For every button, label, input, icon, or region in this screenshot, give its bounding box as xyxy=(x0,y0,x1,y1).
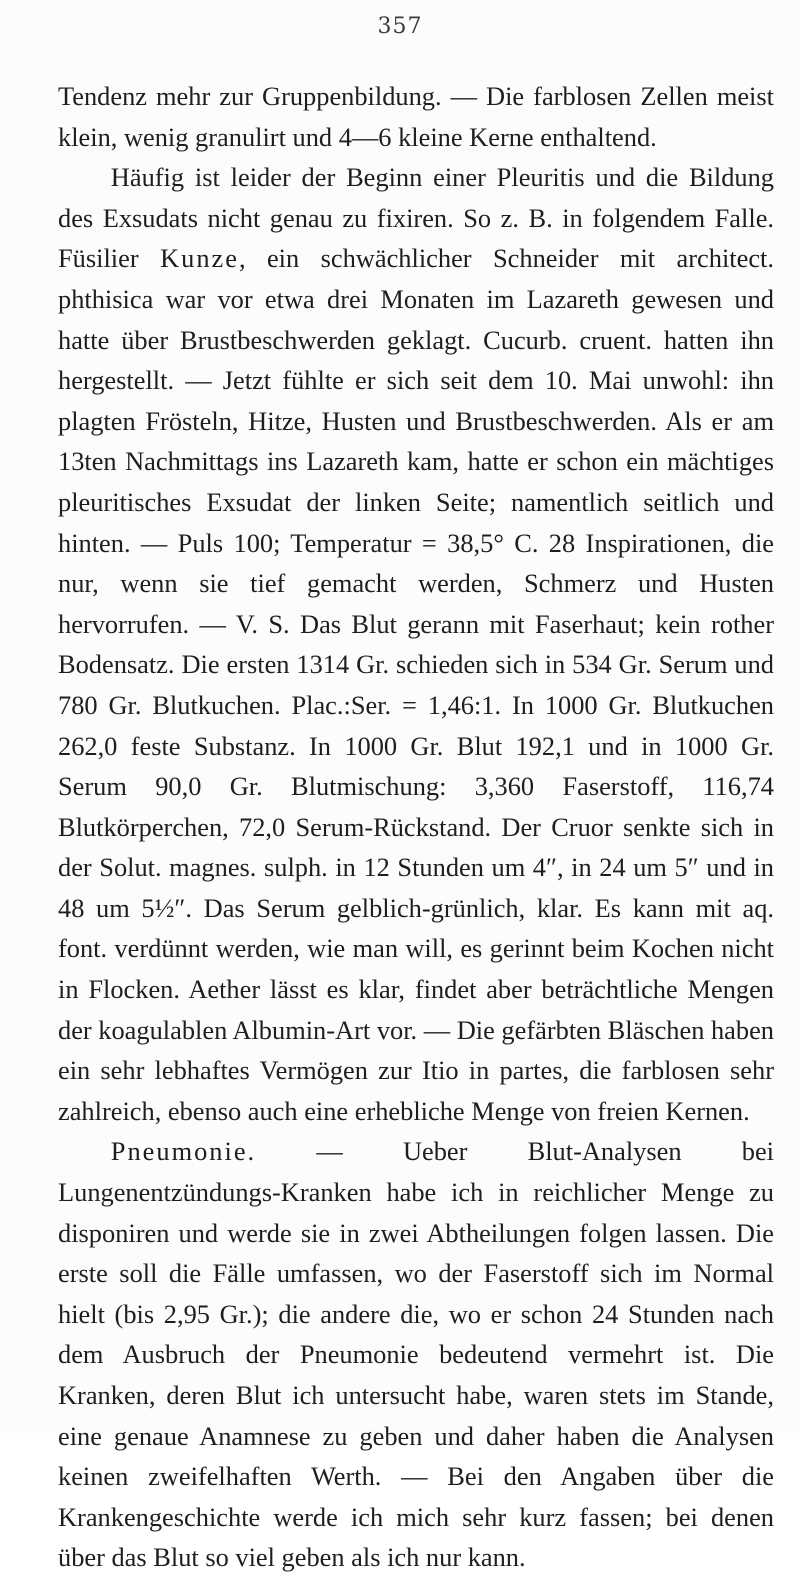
paragraph-1: Tendenz mehr zur Gruppenbildung. — Die farblosen Zellen meist klein, wenig granulirt und 4—6 kleine Kerne enthaltend. xyxy=(58,81,774,152)
body-text xyxy=(58,76,774,1578)
paragraph-2-rest: , ein schwächlicher Schneider mit architect. phthisica war vor etwa drei Monaten im Lazareth gewesen und hatte über Brustbeschwerden geklagt. Cucurb. cruent. hatten ihn hergestellt. — Jetzt fühlte er sich seit dem 10. Mai unwohl: ihn plagten Frösteln, Hitze, Husten und Brustbeschwerden. Als er am 13ten Nachmittags ins Lazareth kam, hatte er schon ein mächtiges pleuritisches Exsudat der linken Seite; namentlich seitlich und hinten. — Puls 100; Temperatur = 38,5° C. 28 Inspirationen, die nur, wenn sie tief gemacht werden, Schmerz und Husten hervorrufen. — V. S. Das Blut gerann mit Faserhaut; kein rother Bodensatz. Die ersten 1314 Gr. schieden sich in 534 Gr. Serum und 780 Gr. Blutkuchen. Plac.:Ser. = 1,46:1. In 1000 Gr. Blutkuchen 262,0 feste Substanz. In 1000 Gr. Blut 192,1 und in 1000 Gr. Serum 90,0 Gr. Blutmischung: 3,360 Faserstoff, 116,74 Blutkörperchen, 72,0 Serum-Rückstand. Der Cruor senkte sich in der Solut. magnes. sulph. in 12 Stunden um 4″, in 24 um 5″ und in 48 um 5½″. Das Serum gelblich-grünlich, klar. Es kann mit aq. font. verdünnt werden, wie man will, es gerinnt beim Kochen nicht in Flocken. Aether lässt es klar, findet aber beträchtliche Mengen der koagulablen Albumin-Art vor. — Die gefärbten Bläschen haben ein sehr lebhaftes Vermögen zur Itio in partes, die farblosen sehr zahlreich, ebenso auch eine erhebliche Menge von freien Kernen. xyxy=(58,243,774,1126)
patient-name: Kunze xyxy=(160,243,239,274)
paragraph-2 xyxy=(58,157,774,1131)
page-number: 357 xyxy=(377,14,423,39)
section-heading-pneumonie: Pneumonie. xyxy=(110,1136,257,1167)
paragraph-3-text: — Ueber Blut-Analysen bei Lungenentzündungs-Kranken habe ich in reichlicher Menge zu disponiren und werde sie in zwei Abtheilungen folgen lassen. Die erste soll die Fälle umfassen, wo der Faserstoff sich im Normal hielt (bis 2,95 Gr.); die andere die, wo er schon 24 Stunden nach dem Ausbruch der Pneumonie bedeutend vermehrt ist. Die Kranken, deren Blut ich untersucht habe, waren stets im Stande, eine genaue Anamnese zu geben und daher haben die Analysen keinen zweifelhaften Werth. — Bei den Angaben über die Krankengeschichte werde ich mich sehr kurz fassen; bei denen über das Blut so viel geben als ich nur kann. xyxy=(58,1136,774,1573)
paragraph-3 xyxy=(58,1131,774,1578)
paragraph-2-start: Häufig ist leider der Beginn einer Pleuritis und die Bildung des Exsudats nicht genau zu fixiren. So z. B. in folgendem Falle. Füsilier xyxy=(58,162,774,274)
